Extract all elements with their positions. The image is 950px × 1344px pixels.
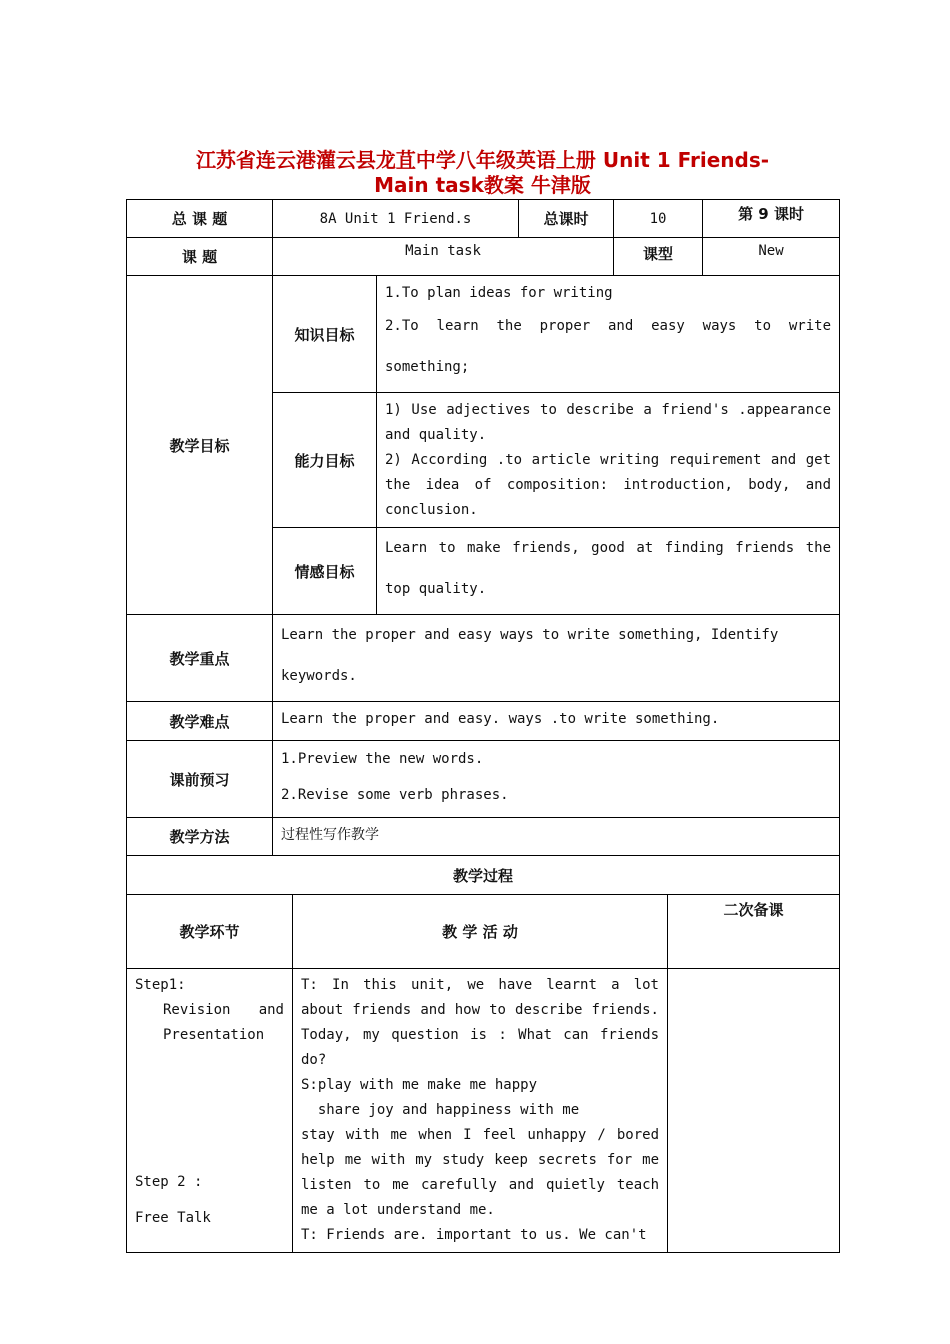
document-title <box>126 148 839 198</box>
activity-line: share joy and happiness with me <box>301 1102 580 1118</box>
activity-line: S:play with me make me happy <box>301 1077 538 1093</box>
activity-line: T: Friends are. important to us. We can't <box>301 1227 647 1243</box>
column-activity-header: 教 学 活 动 <box>293 895 668 969</box>
knowledge-line-2: 2.To learn the proper and easy ways to write something; <box>385 318 832 375</box>
steps-cell <box>127 969 293 1253</box>
activity-line: stay with me when I feel unhappy / bored help me with my study keep secrets for me listen to me carefully and quietly teach me a lot understand me. <box>301 1127 659 1218</box>
lesson-type-value: New <box>703 238 840 276</box>
key-points-text: Learn the proper and easy ways to write something, Identify keywords. <box>273 615 840 702</box>
knowledge-objective-text <box>377 276 840 393</box>
lesson-type-label: 课型 <box>614 238 703 276</box>
lesson-label: 课 题 <box>127 238 273 276</box>
preview-text <box>273 741 840 818</box>
lesson-value: Main task <box>273 238 614 276</box>
step2-label: Step 2 : <box>135 1174 203 1190</box>
method-label: 教学方法 <box>127 818 273 856</box>
ability-line-2: 2) According .to article writing requirement and get the idea of composition: introduction, body, and conclusion. <box>385 452 832 518</box>
title-line-2: Main task教案 牛津版 <box>374 173 591 197</box>
topic-value: 8A Unit 1 Friend.s <box>273 200 519 238</box>
total-periods-value: 10 <box>614 200 703 238</box>
key-points-label: 教学重点 <box>127 615 273 702</box>
preview-line-1: 1.Preview the new words. <box>281 751 484 767</box>
step1-title: Revision and Presentation <box>163 1002 284 1043</box>
preview-label: 课前预习 <box>127 741 273 818</box>
total-periods-label: 总课时 <box>519 200 614 238</box>
objectives-label: 教学目标 <box>127 276 273 615</box>
process-header: 教学过程 <box>127 856 840 895</box>
ability-objective-label: 能力目标 <box>273 393 377 528</box>
title-line-1: 江苏省连云港灌云县龙苴中学八年级英语上册 Unit 1 Friends- <box>195 148 770 172</box>
topic-label: 总 课 题 <box>127 200 273 238</box>
emotion-objective-text: Learn to make friends, good at finding friends the top quality. <box>377 528 840 615</box>
difficulties-text: Learn the proper and easy. ways .to write something. <box>273 702 840 741</box>
column-step-header: 教学环节 <box>127 895 293 969</box>
activity-cell <box>293 969 668 1253</box>
method-text: 过程性写作教学 <box>273 818 840 856</box>
notes-cell <box>668 969 840 1253</box>
column-notes-header: 二次备课 <box>668 895 840 969</box>
lesson-plan-table <box>126 199 840 1253</box>
step2-title: Free Talk <box>135 1210 211 1226</box>
step1-label: Step1: <box>135 977 186 993</box>
difficulties-label: 教学难点 <box>127 702 273 741</box>
preview-line-2: 2.Revise some verb phrases. <box>281 787 509 803</box>
emotion-objective-label: 情感目标 <box>273 528 377 615</box>
period-number: 第 9 课时 <box>703 200 840 238</box>
knowledge-objective-label: 知识目标 <box>273 276 377 393</box>
knowledge-line-1: 1.To plan ideas for writing <box>385 285 613 301</box>
ability-line-1: 1) Use adjectives to describe a friend's .appearance and quality. <box>385 402 832 443</box>
ability-objective-text <box>377 393 840 528</box>
activity-line: T: In this unit, we have learnt a lot about friends and how to describe friends. Today, my question is : What can friends do? <box>301 977 659 1068</box>
